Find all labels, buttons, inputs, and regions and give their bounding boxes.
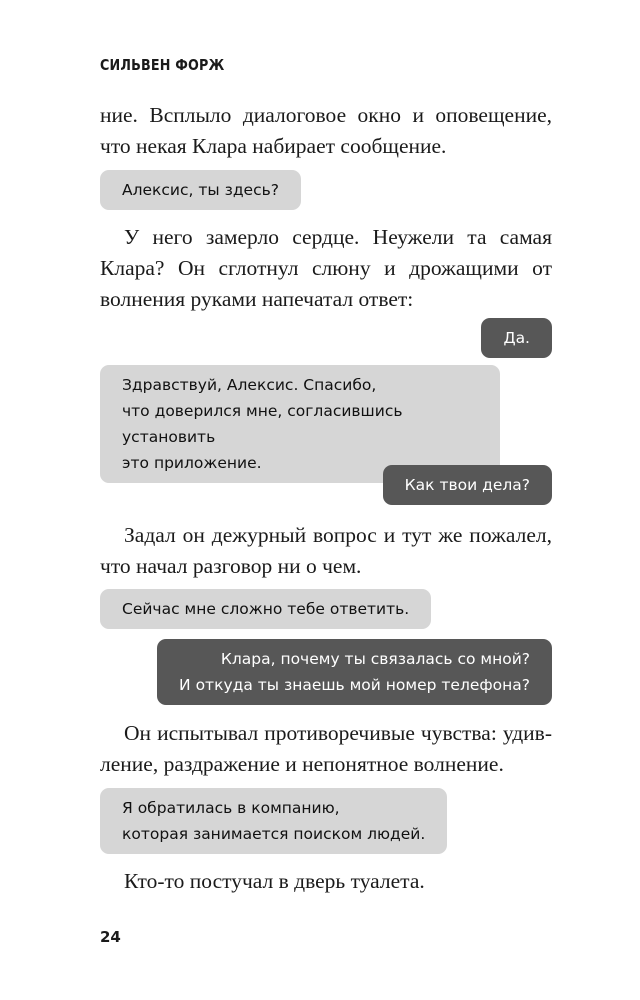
message-text: И откуда ты знаешь мой номер телефона? [179,676,530,694]
page-number: 24 [100,928,121,946]
message-text: Алексис, ты здесь? [122,181,279,199]
text-line: ние. Всплыло диалоговое окно и оповещение, [100,103,552,127]
message-text: что доверился мне, согласившись установить [122,402,403,446]
text-line: У него замерло сердце. Неужели та самая [124,225,552,249]
message-text: Я обратилась в компанию, [122,799,340,817]
message-text: это приложение. [122,454,262,472]
incoming-message-bubble [100,589,431,629]
text-line: Кто-то постучал в дверь туалета. [124,869,425,893]
body-paragraph [100,520,552,582]
outgoing-message-bubble [383,465,552,505]
message-text: Да. [503,329,530,347]
body-paragraph [100,222,552,315]
text-line: что некая Клара набирает сообщение. [100,134,447,158]
text-line: Задал он дежурный вопрос и тут же пожалел, [124,523,552,547]
text-line: что начал разговор ни о чем. [100,554,362,578]
outgoing-message-bubble [481,318,552,358]
text-line: волнения руками напечатал ответ: [100,287,414,311]
text-line: ление, раздражение и непонятное волнение. [100,752,504,776]
text-line: Он испытывал противоречивые чувства: удив- [124,721,552,745]
body-paragraph [100,718,552,780]
message-text: Сейчас мне сложно тебе ответить. [122,600,410,618]
body-paragraph [100,866,552,897]
incoming-message-bubble [100,170,301,210]
message-text: Как твои дела? [404,476,530,494]
outgoing-message-bubble [157,639,552,705]
text-line: Клара? Он сглотнул слюну и дрожащими от [100,256,552,280]
incoming-message-bubble [100,788,447,854]
running-header-author: СИЛЬВЕН ФОРЖ [100,56,225,74]
message-text: которая занимается поиском людей. [122,825,426,843]
message-text: Здравствуй, Алексис. Спасибо, [122,376,377,394]
body-paragraph [100,100,552,162]
message-text: Клара, почему ты связалась со мной? [220,650,530,668]
